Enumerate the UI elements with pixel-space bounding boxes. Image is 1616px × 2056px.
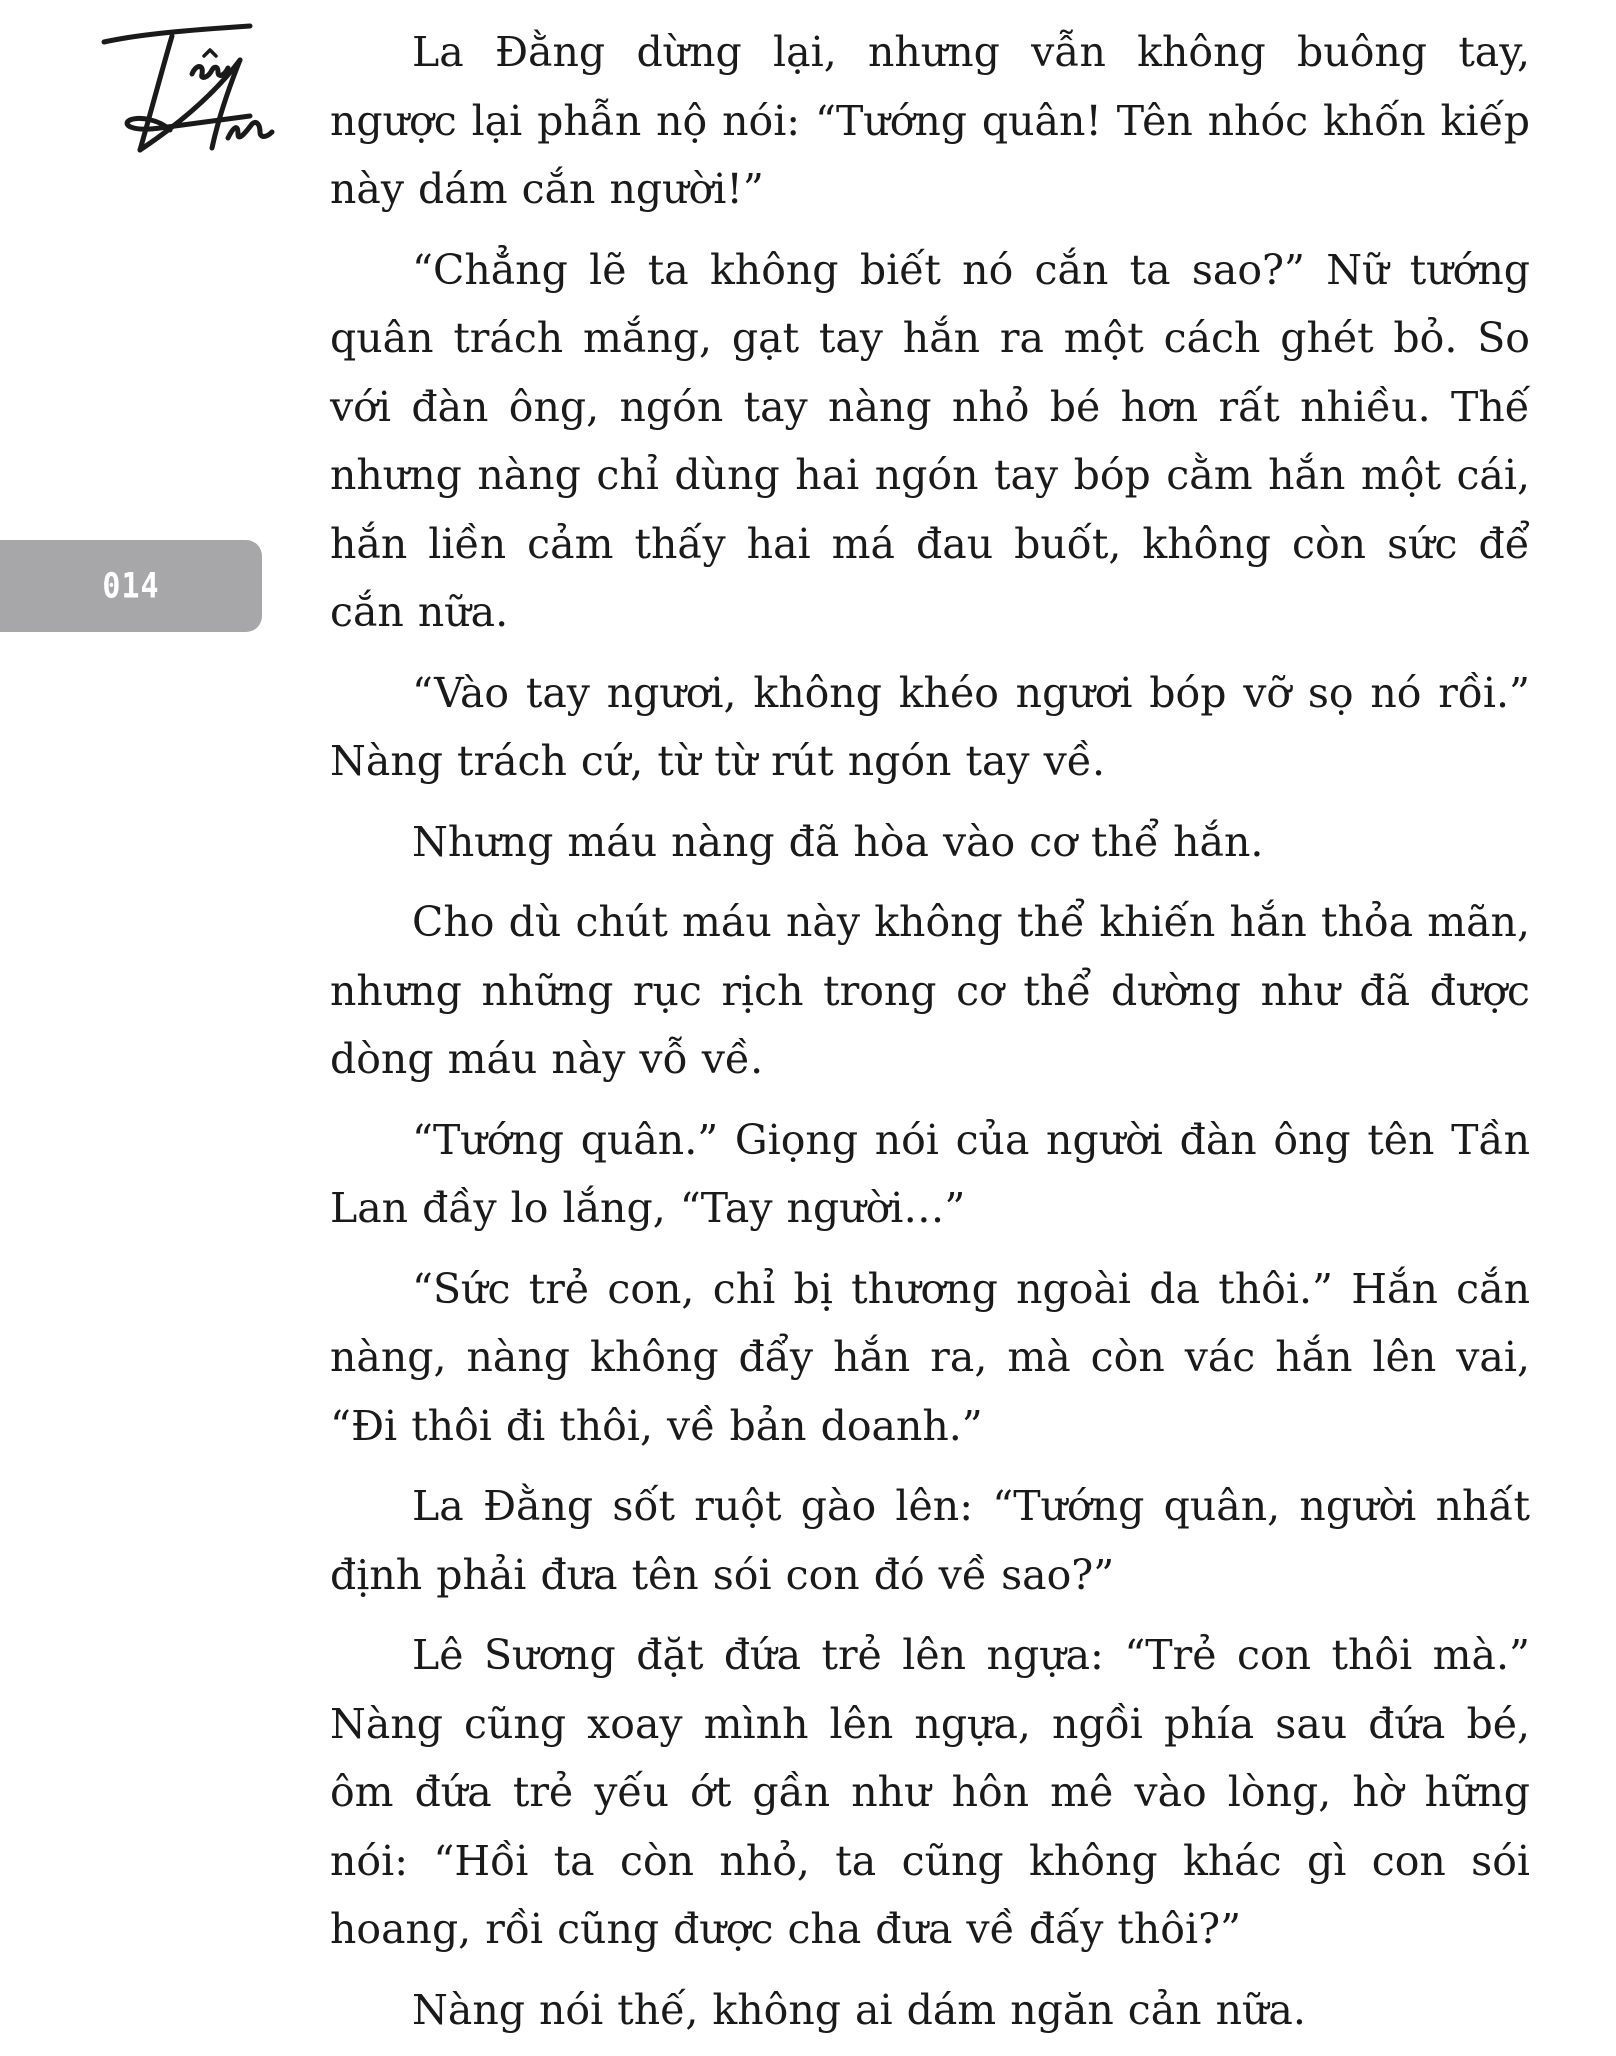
paragraph: La Đằng sốt ruột gào lên: “Tướng quân, người nhất định phải đưa tên sói con đó về sao?”	[330, 1482, 1530, 1599]
signature-logo-icon	[100, 20, 280, 190]
paragraph: Lê Sương đặt đứa trẻ lên ngựa: “Trẻ con thôi mà.” Nàng cũng xoay mình lên ngựa, ngồi phía sau đứa bé, ôm đứa trẻ yếu ớt gần như hôn mê vào lòng, hờ hững nói: “Hồi ta còn nhỏ, ta cũng không khác gì con sói hoang, rồi cũng được cha đưa về đấy thôi?”	[330, 1631, 1530, 1953]
paragraph: Cho dù chút máu này không thể khiến hắn thỏa mãn, nhưng những rục rịch trong cơ thể dường như đã được dòng máu này vỗ về.	[330, 898, 1530, 1083]
paragraph: “Chẳng lẽ ta không biết nó cắn ta sao?” Nữ tướng quân trách mắng, gạt tay hắn ra một cách ghét bỏ. So với đàn ông, ngón tay nàng nhỏ bé hơn rất nhiều. Thế nhưng nàng chỉ dùng hai ngón tay bóp cằm hắn một cái, hắn liền cảm thấy hai má đau buốt, không còn sức để cắn nữa.	[330, 245, 1530, 636]
paragraph: “Tướng quân.” Giọng nói của người đàn ông tên Tần Lan đầy lo lắng, “Tay người…”	[330, 1115, 1530, 1232]
paragraph: “Vào tay ngươi, không khéo ngươi bóp vỡ sọ nó rồi.” Nàng trách cứ, từ từ rút ngón tay về.	[330, 668, 1530, 785]
publisher-logo	[100, 20, 280, 190]
page-number-tab	[0, 540, 262, 632]
text-body	[330, 18, 1530, 2056]
page-number: 014	[102, 565, 160, 607]
paragraph: Nàng nói thế, không ai dám ngăn cản nữa.	[412, 1985, 1306, 2034]
paragraph: “Sức trẻ con, chỉ bị thương ngoài da thôi.” Hắn cắn nàng, nàng không đẩy hắn ra, mà còn vác hắn lên vai, “Đi thôi đi thôi, về bản doanh.”	[330, 1264, 1530, 1450]
paragraph: La Đằng dừng lại, nhưng vẫn không buông tay, ngược lại phẫn nộ nói: “Tướng quân! Tên nhóc khốn kiếp này dám cắn người!”	[330, 28, 1530, 213]
paragraph: Nhưng máu nàng đã hòa vào cơ thể hắn.	[412, 817, 1264, 866]
